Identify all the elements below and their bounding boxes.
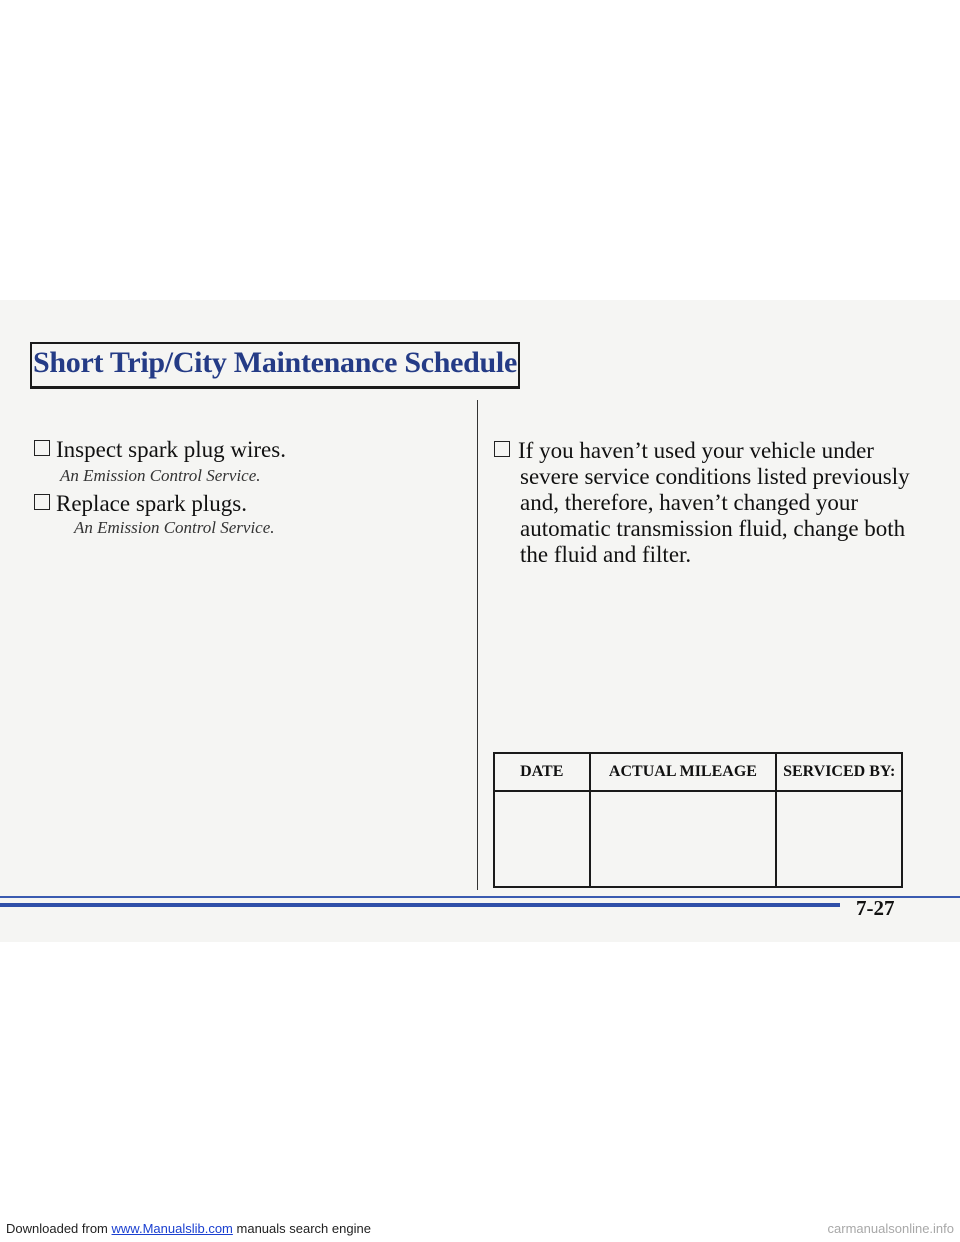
column-header-date: DATE bbox=[494, 753, 590, 791]
paragraph-line: If you haven’t used your vehicle under bbox=[494, 438, 914, 464]
column-divider bbox=[477, 400, 478, 890]
date-cell[interactable] bbox=[494, 791, 590, 887]
footer-rule-thin bbox=[0, 896, 960, 898]
paragraph-line: and, therefore, haven’t changed your bbox=[520, 490, 859, 515]
section-title-box bbox=[30, 342, 520, 389]
checkbox-icon[interactable] bbox=[34, 494, 50, 510]
table-header-row bbox=[494, 753, 902, 791]
serviced-by-cell[interactable] bbox=[776, 791, 902, 887]
column-header-mileage: ACTUAL MILEAGE bbox=[590, 753, 777, 791]
paragraph-line: severe service conditions listed previously bbox=[520, 464, 910, 489]
table-row bbox=[494, 791, 902, 887]
manualslib-link[interactable]: www.Manualslib.com bbox=[111, 1221, 233, 1236]
footer-suffix: manuals search engine bbox=[236, 1221, 371, 1236]
footer-prefix: Downloaded from bbox=[6, 1221, 108, 1236]
page-number: 7-27 bbox=[856, 896, 895, 920]
watermark-text: carmanualsonline.info bbox=[827, 1221, 954, 1236]
page-title: Short Trip/City Maintenance Schedule bbox=[33, 346, 517, 379]
checkbox-icon[interactable] bbox=[34, 440, 50, 456]
footer-rule-thick bbox=[0, 903, 840, 907]
checklist-item-label: Replace spark plugs. bbox=[56, 491, 247, 516]
paragraph-line: the fluid and filter. bbox=[520, 542, 692, 567]
checklist-item-replace-plugs bbox=[34, 491, 247, 517]
mileage-cell[interactable] bbox=[590, 791, 777, 887]
column-header-serviced-by: SERVICED BY: bbox=[776, 753, 902, 791]
transmission-fluid-item bbox=[494, 438, 914, 568]
service-log-table bbox=[493, 752, 903, 888]
checklist-item-label: Inspect spark plug wires. bbox=[56, 437, 286, 462]
service-note: An Emission Control Service. bbox=[60, 466, 261, 485]
download-footer bbox=[6, 1221, 371, 1236]
paragraph-line: automatic transmission fluid, change both bbox=[520, 516, 906, 541]
checklist-item-inspect-wires bbox=[34, 437, 286, 463]
service-note: An Emission Control Service. bbox=[74, 518, 275, 537]
checkbox-icon[interactable] bbox=[494, 441, 510, 457]
